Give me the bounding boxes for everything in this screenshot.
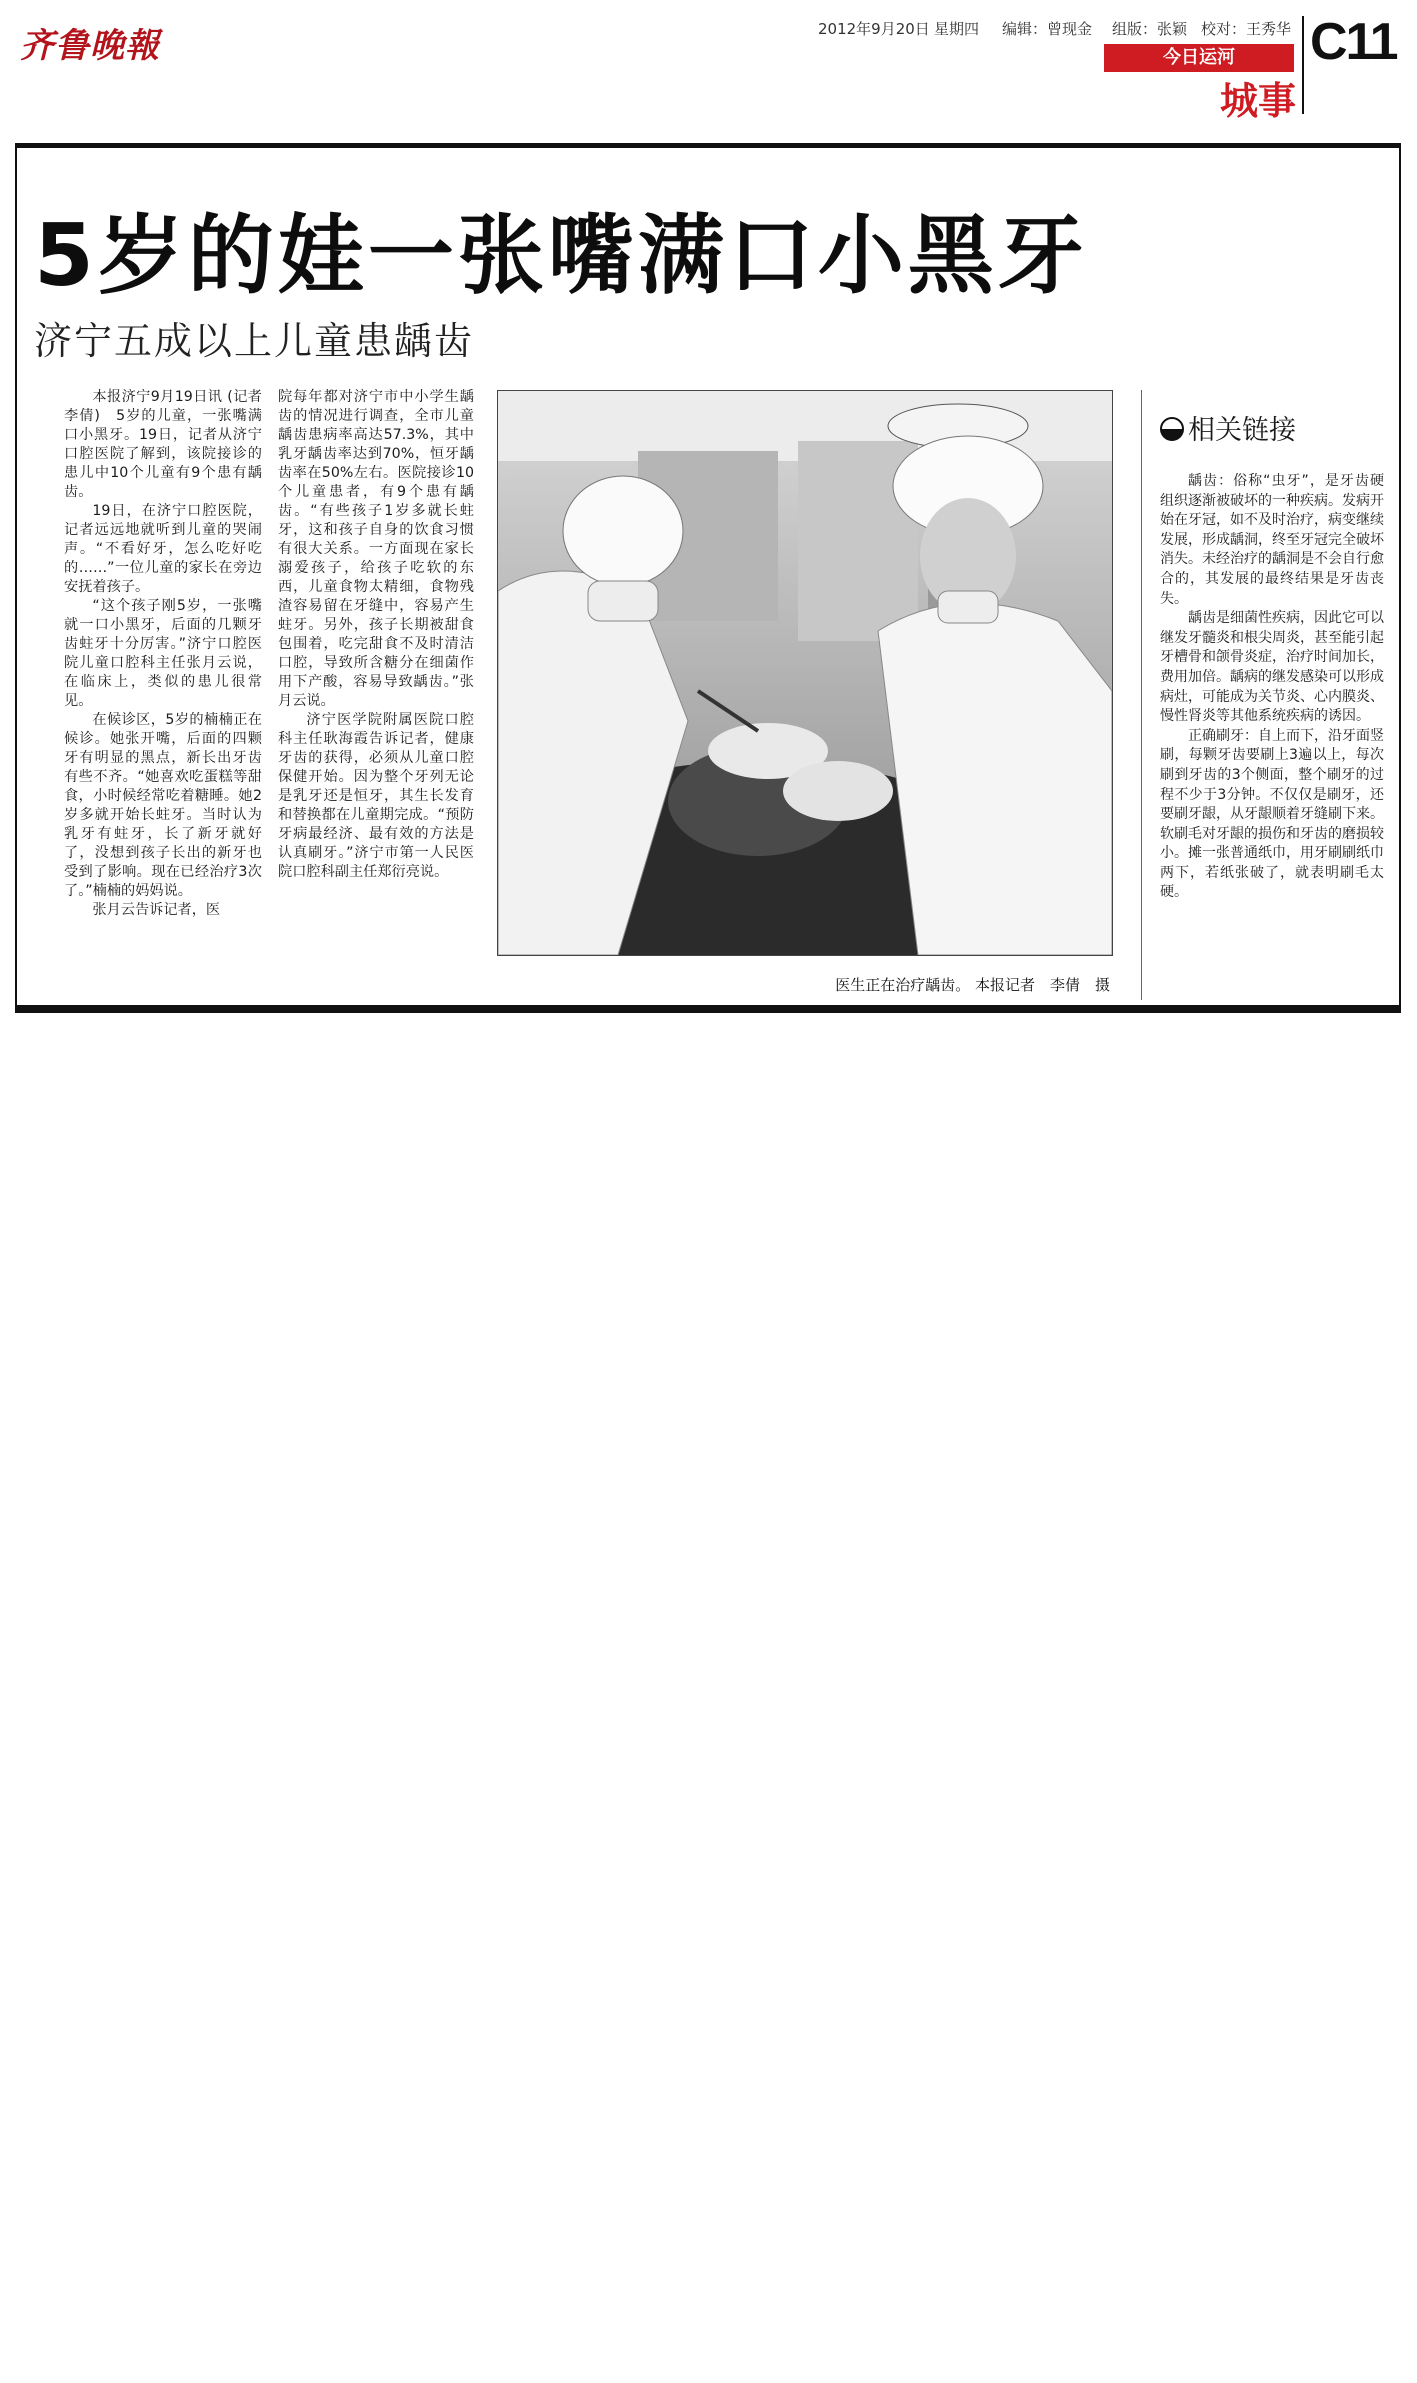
paragraph: 龋齿：俗称“虫牙”，是牙齿硬组织逐渐被破坏的一种疾病。发病开始在牙冠，如不及时治疗，病变继续发展，形成龋洞，终至牙冠完全破坏消失。未经治疗的龋洞是不会自行愈合的，其发展的最终结果是牙齿丧失。 (1160, 473, 1384, 607)
article-column-1 (64, 388, 277, 998)
article-headline: 5岁的娃一张嘴满口小黑牙 (34, 206, 1088, 306)
masthead-divider (1302, 16, 1304, 114)
news-photo (497, 390, 1113, 956)
issue-weekday: 星期四 (934, 20, 980, 38)
paragraph: 19日，在济宁口腔医院，记者远远地就听到儿童的哭闹声。“不看好牙，怎么吃好吃的……”一位儿童的家长在旁边安抚着孩子。 (64, 503, 262, 595)
issue-date: 2012年9月20日 (818, 20, 930, 38)
newspaper-logo: 齐鲁晚報 (20, 26, 160, 66)
editor-credit: 编辑：曾现金 (1002, 20, 1093, 38)
paragraph: 院每年都对济宁市中小学生龋齿的情况进行调查，全市儿童龋齿患病率高达57.3%，其中乳牙龋齿率达到70%，恒牙龋齿率在50%左右。医院接诊10个儿童患者，有9个患有龋齿。“有些孩子1岁多就长蛀牙，这和孩子自身的饮食习惯有很大关系。一方面现在家长溺爱孩子，给孩子吃软的东西，儿童食物太精细，食物残渣容易留在牙缝中，容易产生蛀牙。另外，孩子长期被甜食包围着，吃完甜食不及时清洁口腔，导致所含糖分在细菌作用下产酸，容易导致龋齿。”张月云说。 (278, 389, 474, 709)
paragraph: 龋齿是细菌性疾病，因此它可以继发牙髓炎和根尖周炎，甚至能引起牙槽骨和颌骨炎症，治疗时间加长，费用加倍。龋病的继发感染可以形成病灶，可能成为关节炎、心内膜炎、慢性肾炎等其他系统疾病的诱因。 (1160, 610, 1384, 725)
sidebar-column (1160, 472, 1384, 1002)
section-title: 城事 (1219, 78, 1296, 123)
page-number: C11 (1310, 13, 1397, 71)
layout-credit: 组版：张颖 (1112, 20, 1188, 38)
sidebar-divider (1141, 390, 1142, 1000)
dental-treatment-photo (498, 391, 1112, 955)
paragraph: “这个孩子刚5岁，一张嘴就一口小黑牙，后面的几颗牙齿蛀牙十分厉害。”济宁口腔医院儿童口腔科主任张月云说，在临床上，类似的患儿很常见。 (64, 598, 262, 709)
article-column-2 (278, 388, 474, 998)
half-circle-icon (1160, 417, 1184, 441)
paragraph: 正确刷牙：自上而下，沿牙面竖刷，每颗牙齿要刷上3遍以上，每次刷到牙齿的3个侧面，整个刷牙的过程不少于3分钟。不仅仅是刷牙，还要刷牙龈，从牙龈顺着牙缝刷下来。软刷毛对牙龈的损伤和牙齿的磨损较小。摊一张普通纸巾，用牙刷刷纸巾两下，若纸张破了，就表明刷毛太硬。 (1160, 727, 1384, 901)
proofreader-credit: 校对：王秀华 (1201, 20, 1292, 38)
paragraph: 本报济宁9月19日讯 (记者 李倩) 5岁的儿童，一张嘴满口小黑牙。19日，记者从济宁口腔医院了解到，该院接诊的患儿中10个儿童有9个患有龋齿。 (64, 389, 277, 500)
sidebar-title (1160, 408, 1296, 447)
article-subheadline: 济宁五成以上儿童患龋齿 (34, 319, 475, 363)
paragraph: 张月云告诉记者，医 (92, 902, 221, 918)
sidebar-title-text: 相关链接 (1188, 415, 1296, 446)
section-tag: 今日运河 (1104, 44, 1294, 72)
photo-caption: 医生正在治疗龋齿。 本报记者 李倩 摄 (835, 976, 1110, 994)
paragraph: 济宁医学院附属医院口腔科主任耿海霞告诉记者，健康牙齿的获得，必须从儿童口腔保健开始。因为整个牙列无论是乳牙还是恒牙，其生长发育和替换都在儿童期完成。“预防牙病最经济、最有效的方法是认真刷牙。”济宁市第一人民医院口腔科副主任郑衍亮说。 (278, 712, 474, 880)
paragraph: 在候诊区，5岁的楠楠正在候诊。她张开嘴，后面的四颗牙有明显的黑点，新长出牙齿有些不齐。“她喜欢吃蛋糕等甜食，小时候经常吃着糖睡。她2岁多就开始长蛀牙。当时认为乳牙有蛀牙，长了新牙就好了，没想到孩子长出的新牙也受到了影响。现在已经治疗3次了。”楠楠的妈妈说。 (64, 712, 262, 899)
